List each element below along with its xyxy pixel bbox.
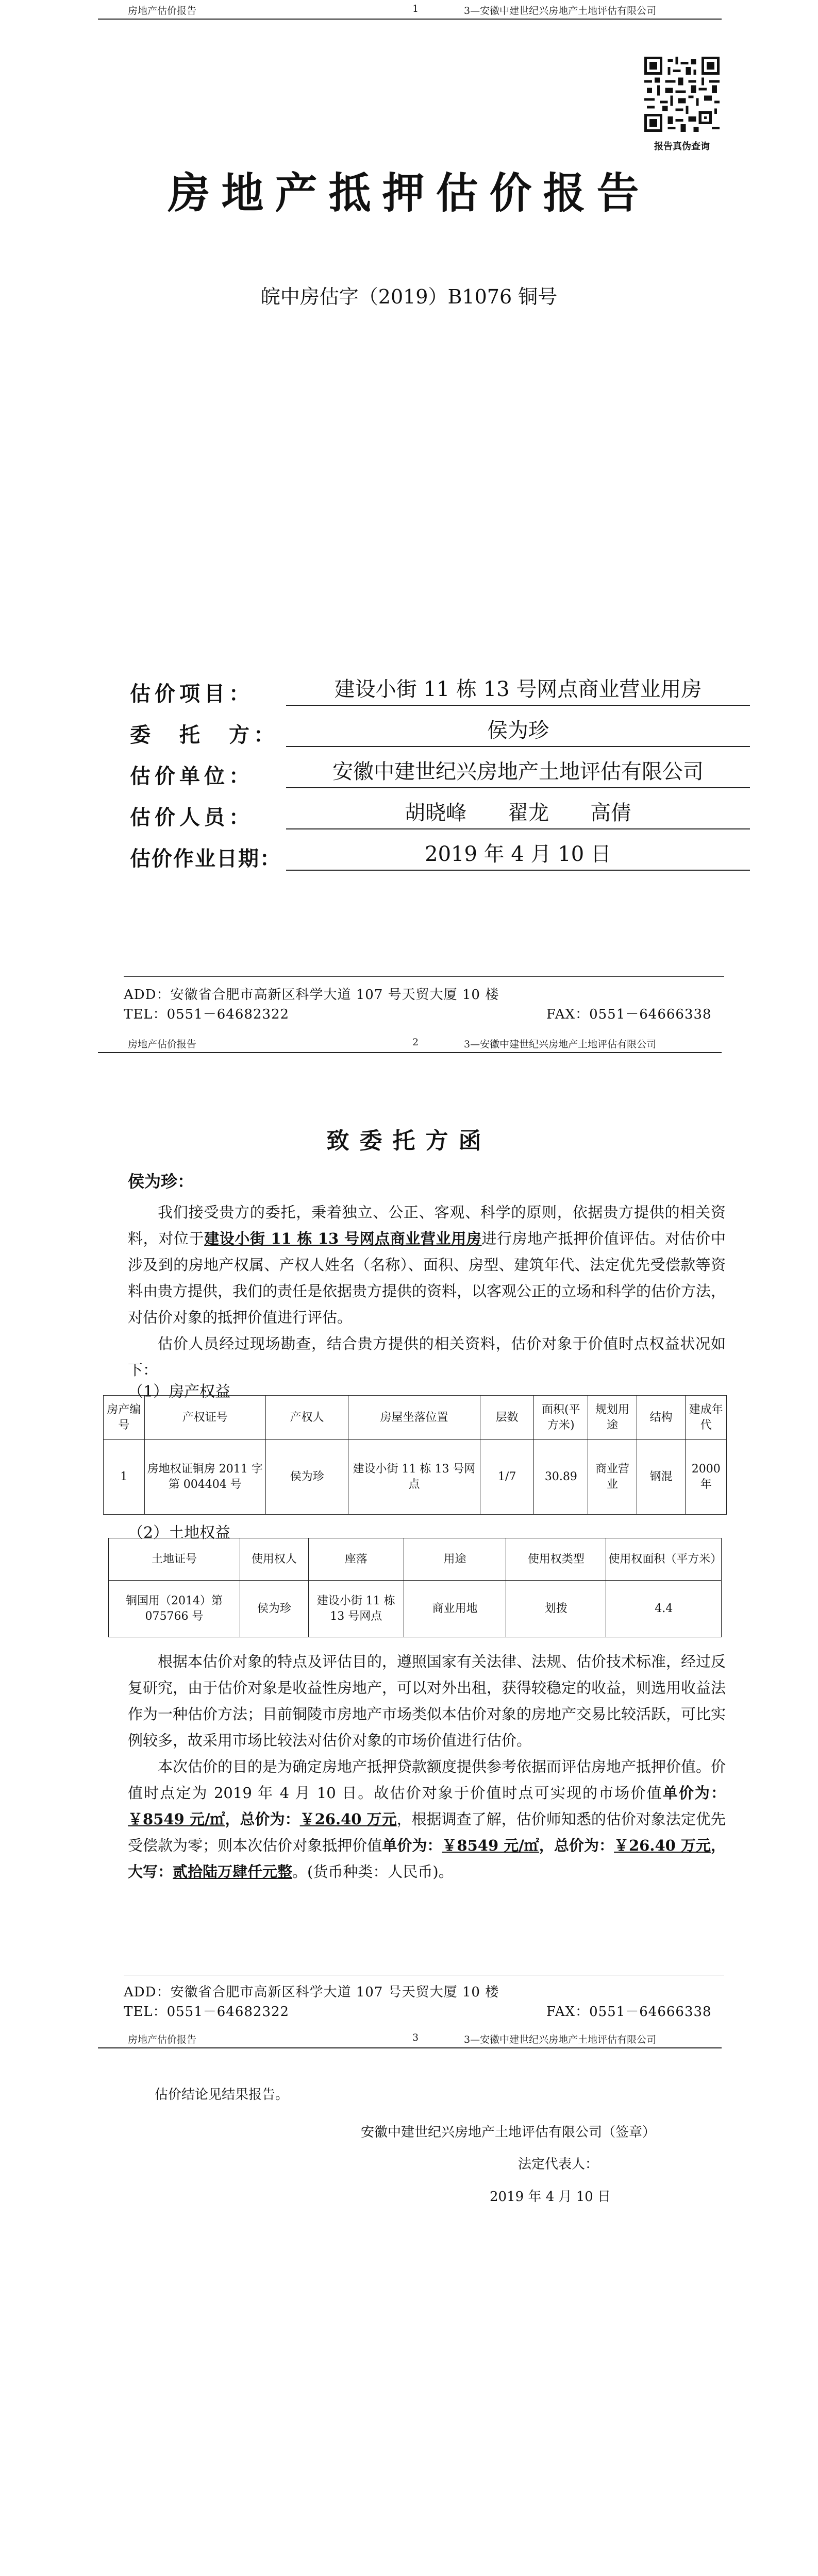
- market-total-label: ，总价为：: [225, 1810, 300, 1828]
- report-title: 房地产抵押估价报告: [168, 168, 650, 218]
- market-unit-price: ￥8549 元/㎡: [128, 1810, 225, 1828]
- land-cell-type: 划拨: [506, 1581, 606, 1637]
- letter-body-intro: [128, 1199, 726, 1383]
- signature-legal-rep: 法定代表人：: [518, 2157, 599, 2172]
- field-label-appraisers: 估价人员：: [130, 805, 254, 829]
- page2-header-left: 房地产估价报告: [128, 1039, 197, 1050]
- page1-header-right: 3—安徽中建世纪兴房地产土地评估有限公司: [464, 5, 657, 16]
- mortgage-total-price: ￥26.40 万元: [613, 1837, 711, 1854]
- land-cell-use: 商业用地: [404, 1581, 506, 1637]
- page3-header-left: 房地产估价报告: [128, 2034, 197, 2045]
- house-col-area: 面积(平方米): [534, 1396, 588, 1440]
- letter-body-conclusion: [128, 1649, 726, 1885]
- land-cell-holder: 侯为珍: [240, 1581, 309, 1637]
- land-col-area: 使用权面积（平方米）: [606, 1538, 722, 1581]
- section-land-rights: （2）土地权益: [128, 1524, 231, 1542]
- letter-p4-text-a: 本次估价的目的是为确定房地产抵押贷款额度提供参考依据而评估房地产抵押价值。价值时点定为 2019 年 4 月 10 日。故估价对象于价值时点可实现的市场价值: [128, 1758, 726, 1802]
- house-cell-floors: 1/7: [480, 1440, 534, 1515]
- letter-p1-property: 建设小街 11 栋 13 号网点商业营业用房: [204, 1230, 482, 1247]
- land-col-location: 座落: [308, 1538, 404, 1581]
- mortgage-uppercase-label: ，大写：: [128, 1837, 726, 1880]
- house-col-owner: 产权人: [266, 1396, 348, 1440]
- letter-p1-text-a: 我们接受贵方的委托，秉着独立、公正、客观、科学的原则，依据贵方提供的相关资料，对位于: [128, 1204, 726, 1247]
- house-cell-location: 建设小街 11 栋 13 号网点: [348, 1440, 480, 1515]
- land-col-holder: 使用权人: [240, 1538, 309, 1581]
- house-col-location: 房屋坐落位置: [348, 1396, 480, 1440]
- letter-p1-text-b: 进行房地产抵押价值评估。对估价中涉及到的房地产权属、产权人姓名（名称）、面积、房型、建筑年代、法定优先受偿款等资料由贵方提供，我们的责任是依据贵方提供的资料，以客观公正的立场和科学的估价方法，对估价对象的抵押价值进行评估。: [128, 1230, 726, 1326]
- letter-paragraph-1: [128, 1199, 726, 1331]
- field-label-date: 估价作业日期：: [130, 846, 281, 871]
- house-cell-structure: 钢混: [637, 1440, 686, 1515]
- page1-footer-address: ADD：安徽省合肥市高新区科学大道 107 号天贸大厦 10 楼: [124, 987, 499, 1003]
- land-cell-location: 建设小街 11 栋 13 号网点: [308, 1581, 404, 1637]
- page3-header-page: 3: [412, 2032, 419, 2043]
- mortgage-total-uppercase: 贰拾陆万肆仟元整: [173, 1863, 293, 1880]
- page1-header-left: 房地产估价报告: [128, 5, 197, 16]
- report-ref-no: 皖中房估字（2019）B1076 铜号: [260, 285, 558, 308]
- letter-p4-text-c: 。(货币种类：人民币)。: [292, 1863, 454, 1880]
- land-table-header-row: [109, 1538, 722, 1581]
- letter-paragraph-4: [128, 1754, 726, 1885]
- page1-footer-rule: [124, 976, 724, 977]
- house-cell-owner: 侯为珍: [266, 1440, 348, 1515]
- field-label-client: 委 托 方：: [130, 723, 278, 747]
- land-cell-cert: 铜国用（2014）第 075766 号: [109, 1581, 240, 1637]
- signature-company: 安徽中建世纪兴房地产土地评估有限公司（签章）: [361, 2125, 656, 2140]
- field-value-appraisers: 胡晓峰 翟龙 高倩: [286, 799, 750, 829]
- page1-header-page: 1: [412, 3, 419, 14]
- land-rights-table: [108, 1538, 722, 1637]
- page3-header-rule: [98, 2047, 722, 2048]
- house-col-floors: 层数: [480, 1396, 534, 1440]
- field-label-project: 估价项目：: [130, 682, 254, 706]
- page1-footer-fax: FAX：0551－64666338: [546, 1007, 712, 1022]
- page2-header-rule: [98, 1052, 722, 1053]
- house-cell-use: 商业营业: [588, 1440, 637, 1515]
- field-label-appraiser-firm: 估价单位：: [130, 764, 254, 788]
- table-row: [109, 1581, 722, 1637]
- letter-paragraph-3: 根据本估价对象的特点及评估目的，遵照国家有关法律、法规、估价技术标准，经过反复研究，由于估价对象是收益性房地产，可以对外出租，获得较稳定的收益，则选用收益法作为一种估价方法；目前铜陵市房地产市场类似本估价对象的房地产交易比较活跃，可比实例较多，故采用市场比较法对估价对象的市场价值进行估价。: [128, 1653, 726, 1749]
- land-col-type: 使用权类型: [506, 1538, 606, 1581]
- field-value-project: 建设小街 11 栋 13 号网点商业营业用房: [286, 675, 750, 706]
- letter-salutation: 侯为珍：: [128, 1172, 194, 1191]
- letter-title: 致委托方函: [326, 1128, 492, 1154]
- house-col-structure: 结构: [637, 1396, 686, 1440]
- field-value-date: 2019 年 4 月 10 日: [286, 840, 750, 871]
- page1-footer-tel: TEL：0551－64682322: [124, 1007, 290, 1022]
- page2-footer-address: ADD：安徽省合肥市高新区科学大道 107 号天贸大厦 10 楼: [124, 1985, 499, 2000]
- house-col-year: 建成年代: [686, 1396, 727, 1440]
- signature-date: 2019 年 4 月 10 日: [490, 2189, 611, 2205]
- land-col-use: 用途: [404, 1538, 506, 1581]
- qr-code-icon: [644, 57, 720, 132]
- table-row: [104, 1440, 727, 1515]
- page2-footer-fax: FAX：0551－64666338: [546, 2004, 712, 2020]
- letter-paragraph-2: 估价人员经过现场勘查，结合贵方提供的相关资料，估价对象于价值时点权益状况如下：: [128, 1335, 726, 1379]
- conclusion-note: 估价结论见结果报告。: [155, 2087, 289, 2103]
- house-table-header-row: [104, 1396, 727, 1440]
- house-cell-cert: 房地权证铜房 2011 字第 004404 号: [144, 1440, 266, 1515]
- page3-header-right: 3—安徽中建世纪兴房地产土地评估有限公司: [464, 2034, 657, 2045]
- land-col-cert: 土地证号: [109, 1538, 240, 1581]
- market-unit-label: 单价为：: [662, 1784, 726, 1802]
- house-cell-year: 2000 年: [686, 1440, 727, 1515]
- mortgage-total-label: ，总价为：: [539, 1837, 614, 1854]
- mortgage-unit-price: ￥8549 元/㎡: [442, 1837, 539, 1854]
- qr-caption: 报告真伪查询: [654, 141, 710, 152]
- letter-p4-text-b: ，根据调查了解，估价师知悉的估价对象法定优先受偿款为零；则本次估价对象抵押价值: [128, 1810, 726, 1854]
- page1-header-rule: [98, 19, 722, 20]
- land-cell-area: 4.4: [606, 1581, 722, 1637]
- house-col-no: 房产编号: [104, 1396, 145, 1440]
- market-total-price: ￥26.40 万元: [299, 1810, 397, 1828]
- page2-header-page: 2: [412, 1037, 419, 1048]
- field-value-appraiser-firm: 安徽中建世纪兴房地产土地评估有限公司: [286, 757, 750, 788]
- field-value-client: 侯为珍: [286, 716, 750, 747]
- house-cell-no: 1: [104, 1440, 145, 1515]
- house-col-cert: 产权证号: [144, 1396, 266, 1440]
- mortgage-unit-label: 单价为：: [382, 1837, 442, 1854]
- house-rights-table: [103, 1395, 727, 1515]
- page2-header-right: 3—安徽中建世纪兴房地产土地评估有限公司: [464, 1039, 657, 1050]
- section-house-rights: （1）房产权益: [128, 1383, 231, 1401]
- page2-footer-tel: TEL：0551－64682322: [124, 2004, 290, 2020]
- house-col-use: 规划用途: [588, 1396, 637, 1440]
- house-cell-area: 30.89: [534, 1440, 588, 1515]
